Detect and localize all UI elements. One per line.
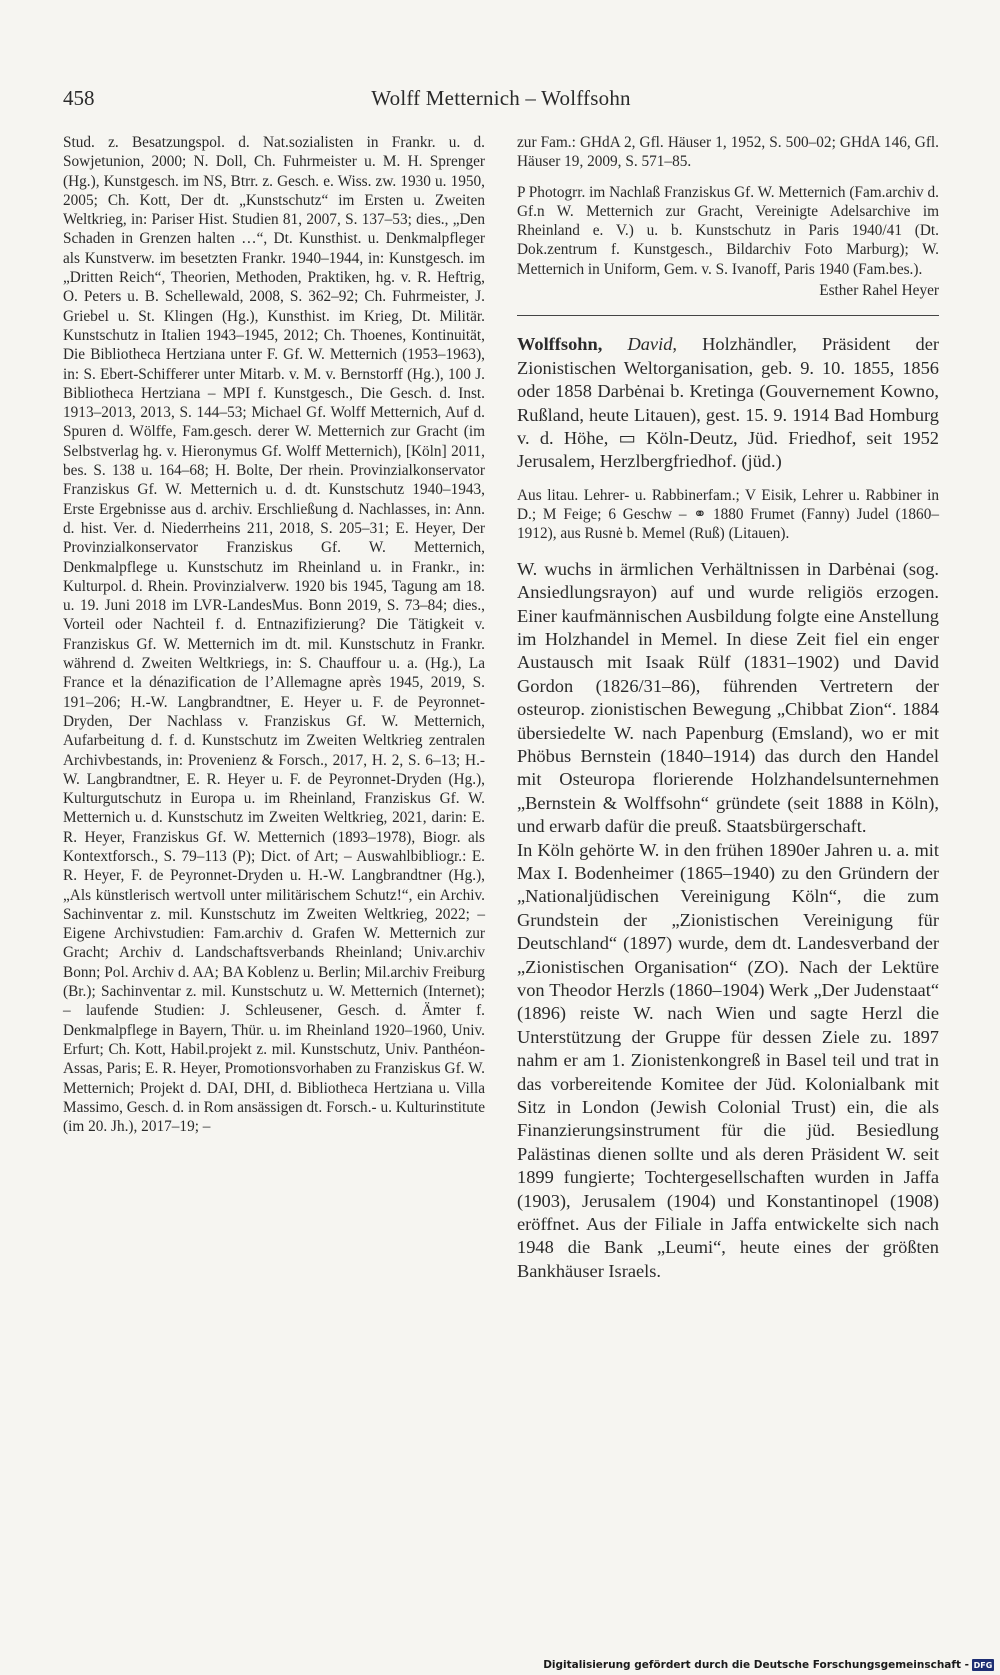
- biography-body: [517, 558, 939, 1284]
- genealogy-text: Aus litau. Lehrer- u. Rabbinerfam.; V Eisik, Lehrer u. Rabbiner in D.; M Feige; 6 Geschw – ⚭ 1880 Frumet (Fanny) Judel (1860–1912), aus Rusnė b. Memel (Ruß) (Litauen).: [517, 486, 939, 543]
- left-column: [63, 133, 485, 1136]
- wolffsohn-entry-head: [517, 333, 939, 473]
- footer-text: Digitalisierung gefördert durch die Deutsche Forschungsgemeinschaft -: [543, 1659, 969, 1671]
- biography-paragraph-2: In Köln gehörte W. in den frühen 1890er Jahren u. a. mit Max I. Bodenheimer (1865–1940) zu den Gründern der „Nationaljüdischen Vereinigung Köln“, die zum Grundstein der „Zionistischen Vereinigung für Deutschland“ (1897) wurde, dem dt. Landesverband der „Zionistischen Organisation“ (ZO). Nach der Lektüre von Theodor Herzls (1860–1904) Werk „Der Judenstaat“ (1896) reiste W. nach Wien und sagte Herzl die Unterstützung der Gruppe für dessen Ziele zu. 1897 nahm er am 1. Zionistenkongreß in Basel teil und trat in das vorbereitende Komitee der Jüd. Kolonialbank mit Sitz in London (Jewish Colonial Trust) ein, die als Finanzierungsinstrument für die jüd. Besiedlung Palästinas dienen sollte und als deren Präsident W. seit 1899 fungierte; Tochtergesellschaften wurden in Jaffa (1903), Jerusalem (1904) und Konstantinopel (1908) eröffnet. Aus der Filiale in Jaffa entwickelte sich nach 1948 die Bank „Leumi“, heute eines der größten Bankhäuser Israels.: [517, 839, 939, 1281]
- right-column: [517, 133, 939, 1283]
- dfg-logo: [972, 1659, 994, 1671]
- entry-divider: [517, 315, 939, 316]
- running-head: Wolff Metternich – Wolffsohn: [371, 86, 631, 110]
- metternich-entry-end: [517, 133, 939, 279]
- bibliography-paragraph: Stud. z. Besatzungspol. d. Nat.sozialisten in Frankr. u. d. Sowjetunion, 2000; N. Doll, Ch. Fuhrmeister u. M. H. Sprenger (Hg.), Kunstgesch. im NS, Btrr. z. Gesch. e. Wiss. zw. 1930 u. 1950, 2005; Ch. Kott, Der dt. „Kunstschutz“ im Ersten u. Zweiten Weltkrieg, in: Pariser Hist. Studien 81, 2007, S. 137–53; dies., „Den Schaden in Grenzen halten …“, Dt. Kunsthist. u. Denkmalpfleger als Kunstverw. im besetzten Frankr. 1940–1944, in: Kunstgesch. im „Dritten Reich“, Theorien, Methoden, Praktiken, hg. v. R. Heftrig, O. Peters u. B. Schellewald, 2008, S. 362–92; Ch. Fuhrmeister, J. Griebel u. St. Klingen (Hg.), Kunsthist. im Krieg, Dt. Militär. Kunstschutz in Italien 1943–1945, 2012; Ch. Thoenes, Kontinuität, Die Bibliotheca Hertziana unter F. Gf. W. Metternich (1953–1963), in: S. Ebert-Schifferer unter Mitarb. v. M. v. Bernstorff (Hg.), 100 J. Bibliotheca Hertziana – MPI f. Kunstgesch., Die Gesch. d. Inst. 1913–2013, 2013, S. 144–53; Michael Gf. Wolff Metternich, Auf d. Spuren d. Wölffe, Fam.gesch. derer W. Metternich zur Gracht (im Selbstverlag hg. v. Hieronymus Gf. Wolff Metternich), [Köln] 2011, bes. S. 138 u. 164–68; H. Bolte, Der rhein. Provinzialkonservator Franziskus Gf. W. Metternich u. d. dt. Kunstschutz 1940–1943, Erste Ergebnisse aus d. archiv. Erschließung d. Nachlasses, in: Ann. d. hist. Ver. d. Niederrheins 211, 2018, S. 205–31; E. Heyer, Der Provinzialkonservator Franziskus Gf. W. Metternich, Denkmalpflege u. Kunstschutz im Rheinland u. in Frankr., in: Kulturpol. d. Rhein. Provinzialverw. 1920 bis 1945, Tagung am 18. u. 19. Juni 2018 im LVR-LandesMus. Bonn 2019, S. 73–84; dies., Vorteil oder Nachteil f. d. Entnazifizierung? Die Tätigkeit v. Franziskus Gf. W. Metternich im dt. mil. Kunstschutz in Frankr. während d. Zweiten Weltkriegs, in: S. Chauffour u. a. (Hg.), La France et la dénazification de l’Allemagne après 1945, 2019, S. 191–206; H.-W. Langbrandtner, E. Heyer u. F. de Peyronnet-Dryden, Der Nachlass v. Franziskus Gf. W. Metternich, Aufarbeitung d. f. d. Kunstschutz im Zweiten Weltkrieg zentralen Archivbestands, in: Provenienz & Forsch., 2017, H. 2, S. 6–13; H.-W. Langbrandtner, E. R. Heyer u. F. de Peyronnet-Dryden (Hg.), Kulturgutschutz in Europa u. im Rheinland, Franziskus Gf. W. Metternich u. d. Kunstschutz im Zweiten Weltkrieg, 2021, darin: E. R. Heyer, Franziskus Gf. W. Metternich (1893–1978), Biogr. als Kontextforsch., S. 79–113 (P); Dict. of Art; – Auswahlbibliogr.: E. R. Heyer, F. de Peyronnet-Dryden u. H.-W. Langbrandtner (Hg.), „Als künstlerisch wertvoll unter militärischem Schutz!“, ein Archiv. Sachinventar z. mil. Kunstschutz im Zweiten Weltkrieg, 2022; – Eigene Archivstudien: Fam.archiv d. Grafen W. Metternich zur Gracht; Archiv d. Landschaftsverbands Rheinland; Univ.archiv Bonn; Pol. Archiv d. AA; BA Koblenz u. Berlin; Mil.archiv Freiburg (Br.); Sachinventar z. mil. Kunstschutz u. W. Metternich (Internet); – laufende Studien: J. Schleusener, Gesch. d. Ämter f. Denkmalpflege in Bayern, Thür. u. im Rheinland 1920–1960, Univ. Erfurt; Ch. Kott, Habil.projekt z. mil. Kunstschutz, Univ. Panthéon-Assas, Paris; E. R. Heyer, Promotionsvorhaben zu Franziskus Gf. W. Metternich; Projekt d. DAI, DHI, d. Bibliotheca Hertziana u. Villa Massimo, Gesch. d. in Rom ansässigen dt. Forsch.- u. Kulturinstitute (im 20. Jh.), 2017–19; –: [63, 134, 485, 1136]
- bibliography-text: [63, 133, 485, 1136]
- dfg-logo-text: DFG: [973, 1660, 993, 1670]
- digitization-footer: [543, 1659, 994, 1671]
- genealogy-block: [517, 486, 939, 544]
- biography-paragraph-1: W. wuchs in ärmlichen Verhältnissen in Darbėnai (sog. Ansiedlungsrayon) auf und wurde religiös erzogen. Einer kaufmännischen Ausbildung folgte eine Anstellung im Holzhandel in Memel. In diese Zeit fiel ein enger Austausch mit Isaak Rülf (1831–1902) und David Gordon (1826/31–86), führenden Vertretern der osteurop. zionistischen Bewegung „Chibbat Zion“. 1884 übersiedelte W. nach Papenburg (Emsland), wo er mit Phöbus Bernstein (1840–1914) das durch den Handel mit Osteuropa florierende Holzhandelsunternehmen „Bernstein & Wolffsohn“ gründete (seit 1888 in Köln), und erwarb dafür die preuß. Staatsbürgerschaft.: [517, 558, 939, 837]
- entry-given-name: David,: [627, 334, 677, 355]
- entry-lemma: Wolffsohn,: [517, 334, 603, 355]
- page-number: 458: [63, 86, 95, 110]
- page-header: [63, 86, 939, 116]
- entry-head-text: Holzhändler, Präsident der Zionistischen Weltorganisation, geb. 9. 10. 1855, 1856 oder 1858 Darbėnai b. Kretinga (Gouvernement Kowno, Rußland, heute Litauen), gest. 15. 9. 1914 Bad Homburg v. d. Höhe, ▭ Köln-Deutz, Jüd. Friedhof, seit 1952 Jerusalem, Herzlbergfriedhof. (jüd.): [517, 334, 939, 472]
- entry-author: Esther Rahel Heyer: [819, 282, 939, 300]
- family-sources: zur Fam.: GHdA 2, Gfl. Häuser 1, 1952, S. 500–02; GHdA 146, Gfl. Häuser 19, 2009, S. 571–85.: [517, 134, 939, 171]
- photos-note: P Photogrr. im Nachlaß Franziskus Gf. W. Metternich (Fam.archiv d. Gf.n W. Metternich zur Gracht, Vereinigte Adelsarchive im Rheinland e. V.) u. b. Kunstschutz in Paris 1940/41 (Dt. Dok.zentrum f. Kunstgesch., Bildarchiv Foto Marburg); W. Metternich in Uniform, Gem. v. S. Ivanoff, Paris 1940 (Fam.bes.).: [517, 183, 939, 278]
